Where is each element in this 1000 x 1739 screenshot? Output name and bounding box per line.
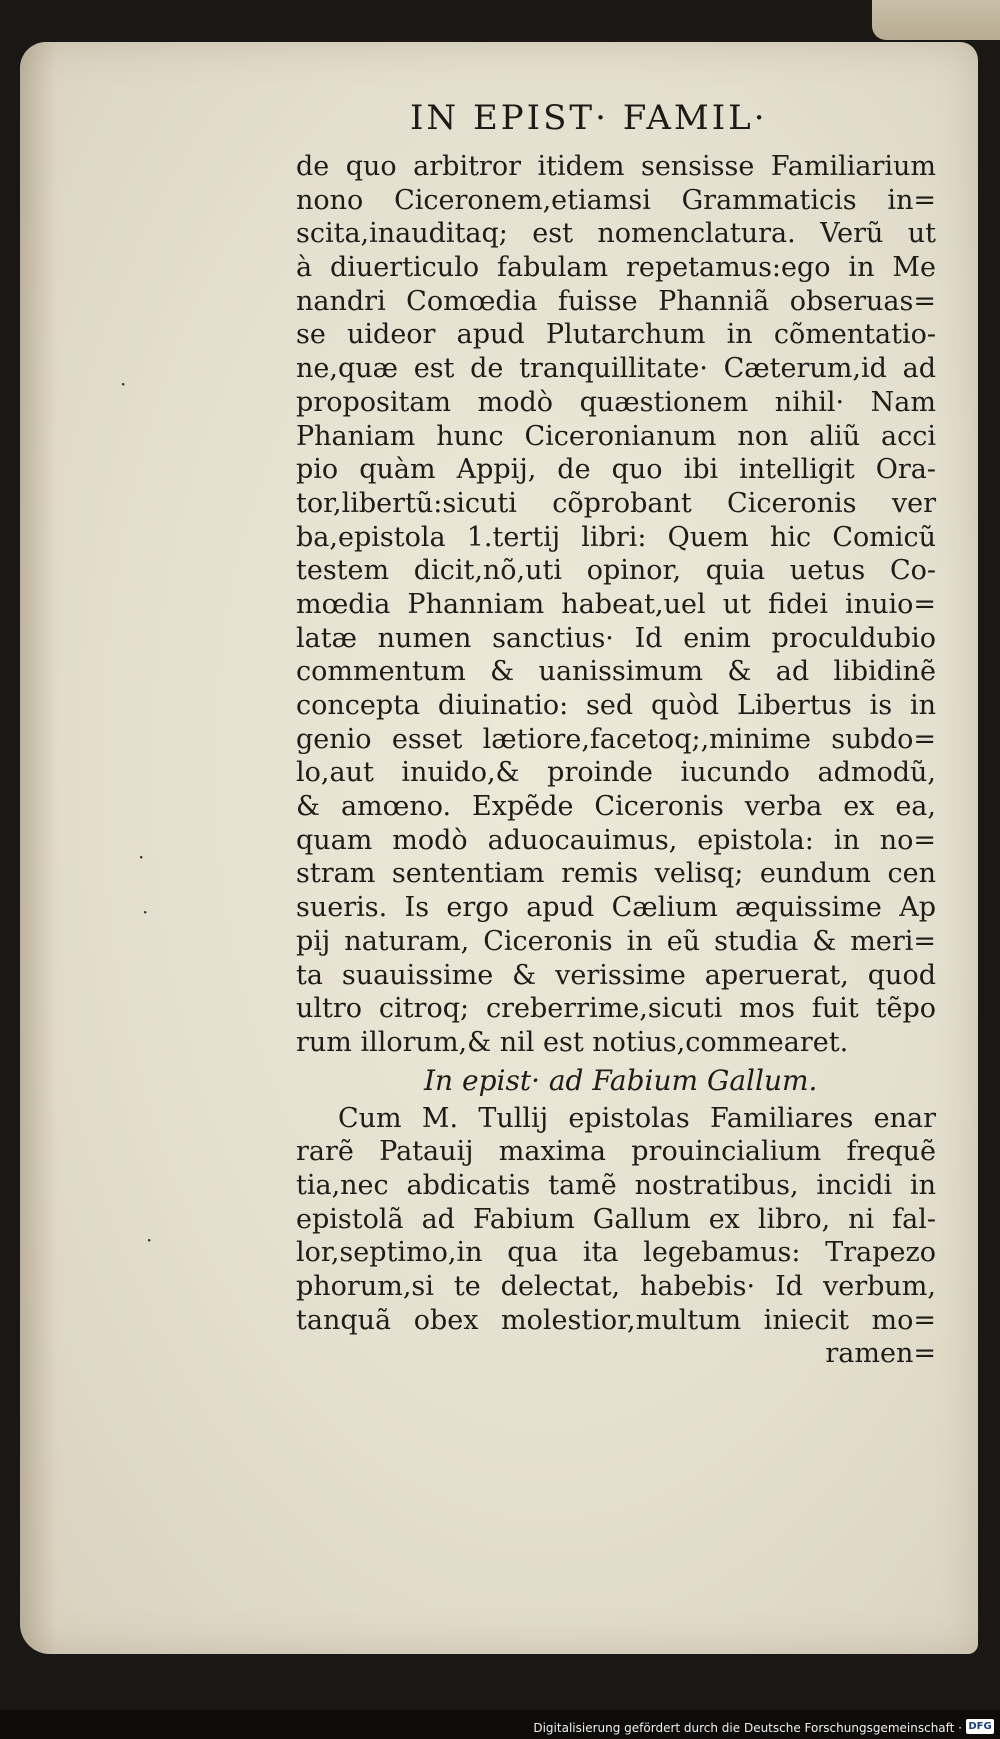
text-line: Phaniam hunc Ciceronianum non aliũ acci	[296, 420, 936, 452]
text-line: lor,septimo,in qua ita legebamus: Trapezo	[296, 1237, 936, 1269]
text-line: nono Ciceronem,etiamsi Grammaticis in=	[296, 184, 936, 216]
text-line: rarẽ Patauij maxima prouincialium frequẽ	[296, 1136, 936, 1168]
paragraph-1	[296, 150, 936, 1060]
margin-mark: ·	[138, 845, 145, 869]
text-line: quam modò aduocauimus, epistola: in no=	[296, 824, 936, 856]
text-line: Cum M. Tullij epistolas Familiares enar	[338, 1102, 936, 1134]
text-line: phorum,si te delectat, habebis· Id verbum,	[296, 1271, 936, 1302]
text-line: ba,epistola 1.tertij libri: Quem hic Comicũ	[296, 521, 936, 553]
text-line: mœdia Phanniam habeat,uel ut fidei inuio=	[296, 588, 936, 620]
text-line: de quo arbitror itidem sensisse Familiarium	[296, 151, 936, 182]
margin-mark: ·	[120, 372, 127, 396]
dfg-logo: DFG	[966, 1719, 994, 1734]
text-line: ta suauissime & verissime aperuerat, quod	[296, 959, 936, 991]
text-line: concepta diuinatio: sed quòd Libertus is in	[296, 690, 936, 721]
section-heading: In epist· ad Fabium Gallum.	[424, 1063, 818, 1097]
text-line: lo,aut inuido,& proinde iucundo admodũ,	[296, 757, 936, 789]
text-line: à diuerticulo fabulam repetamus:ego in Me	[296, 252, 936, 284]
text-line: epistolã ad Fabium Gallum ex libro, ni fal-	[296, 1203, 936, 1235]
text-line: se uideor apud Plutarchum in cõmentatio-	[296, 319, 936, 351]
paragraph-2	[296, 1102, 936, 1338]
text-block	[296, 150, 936, 1371]
text-line: tia,nec abdicatis tamẽ nostratibus, incidi in	[296, 1169, 936, 1201]
text-line: pio quàm Appij, de quo ibi intelligit Ora-	[296, 454, 936, 486]
text-line: & amœno. Expẽde Ciceronis verba ex ea,	[296, 791, 936, 823]
text-line: tanquã obex molestior,multum iniecit mo=	[296, 1304, 936, 1336]
text-line: ultro citroq; creberrime,sicuti mos fuit tẽpo	[296, 993, 936, 1025]
text-line: ne,quæ est de tranquillitate· Cæterum,id ad	[296, 353, 936, 385]
text-line: stram sententiam remis velisq; eundum cen	[296, 858, 936, 890]
margin-mark: ·	[146, 1228, 153, 1252]
text-line: tor,libertũ:sicuti cõprobant Ciceronis ver	[296, 487, 936, 519]
next-page-edge	[872, 0, 1000, 40]
text-line: nandri Comœdia fuisse Phanniã obseruas=	[296, 285, 936, 317]
footer-credit: Digitalisierung gefördert durch die Deutsche Forschungsgemeinschaft ·	[533, 1721, 962, 1735]
catchword: ramen=	[825, 1338, 936, 1370]
running-head: IN EPIST· FAMIL·	[410, 98, 768, 138]
text-line: sueris. Is ergo apud Cælium æquissime Ap	[296, 892, 936, 924]
text-line: testem dicit,nõ,uti opinor, quia uetus Co-	[296, 555, 936, 587]
margin-mark: ·	[142, 900, 149, 924]
text-line: scita,inauditaq; est nomenclatura. Verũ ut	[296, 218, 936, 250]
text-line: latæ numen sanctius· Id enim proculdubio	[296, 622, 936, 654]
text-line: pij naturam, Ciceronis in eũ studia & meri=	[296, 925, 936, 957]
text-line: genio esset lætiore,facetoq;,minime subdo=	[296, 723, 936, 755]
text-line: propositam modò quæstionem nihil· Nam	[296, 386, 936, 418]
text-line: rum illorum,& nil est notius,commearet.	[296, 1026, 849, 1058]
text-line: commentum & uanissimum & ad libidinẽ	[296, 656, 936, 688]
